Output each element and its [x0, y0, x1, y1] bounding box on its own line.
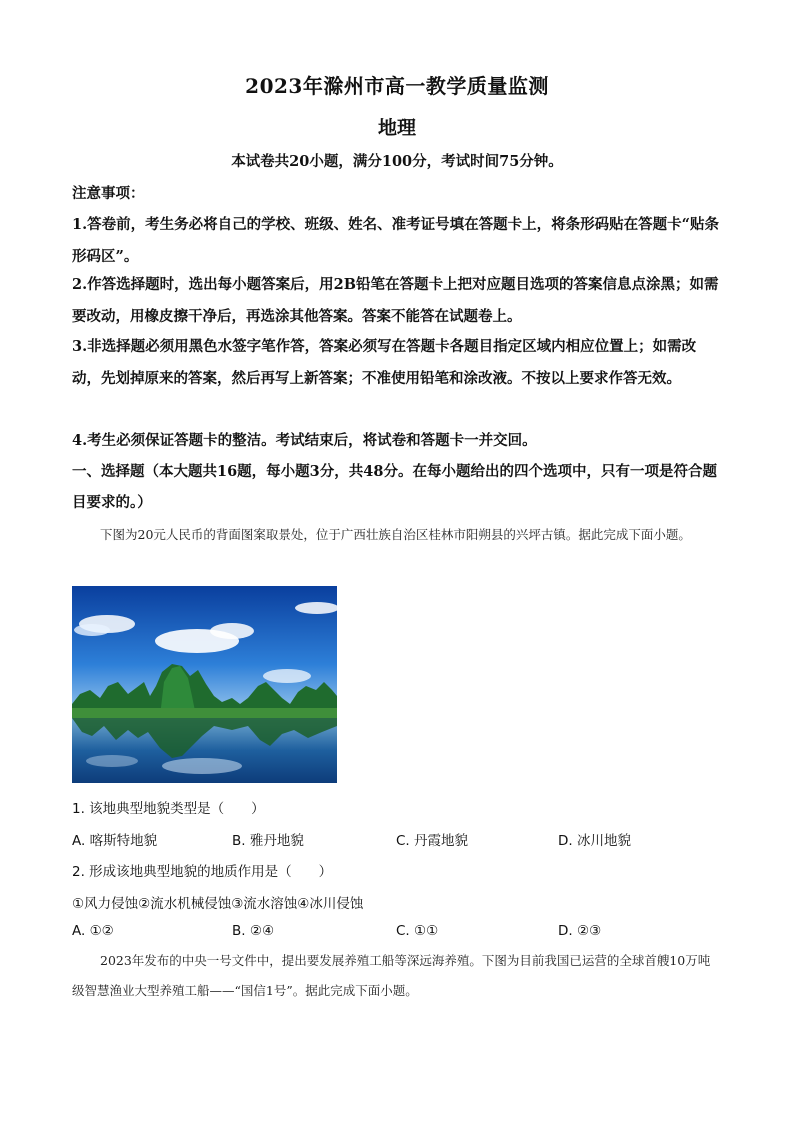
q2-option-b[interactable]: B. ②④: [232, 923, 275, 939]
q1-option-d[interactable]: D. 冰川地貌: [558, 833, 631, 849]
note-item-4: 4.考生必须保证答题卡的整洁。考试结束后，将试卷和答题卡一并交回。: [72, 432, 537, 449]
passage-2: 2023年发布的中央一号文件中，提出要发展养殖工船等深远海养殖。下图为目前我国已运营的全球首艘10万吨级智慧渔业大型养殖工船——“国信1号”。据此完成下面小题。: [72, 953, 711, 998]
q1-option-a[interactable]: A. 喀斯特地貌: [72, 833, 158, 849]
section-heading: 一、选择题（本大题共16题，每小题3分，共48分。在每小题给出的四个选项中，只有一项是符合题目要求的。）: [72, 463, 717, 511]
q1-option-b[interactable]: B. 雅丹地貌: [232, 833, 304, 849]
note-item-1: 1.答卷前，考生务必将自己的学校、班级、姓名、准考证号填在答题卡上，将条形码贴在答题卡“贴条形码区”。: [72, 216, 719, 265]
question-2-stem: 2. 形成该地典型地貌的地质作用是（ ）: [72, 864, 333, 880]
subject-title: 地理: [377, 117, 416, 139]
q2-option-d[interactable]: D. ②③: [558, 923, 602, 939]
notes-heading: 注意事项：: [72, 185, 145, 202]
q2-option-a[interactable]: A. ①②: [72, 923, 114, 939]
landscape-photo: [72, 586, 337, 783]
note-item-2: 2.作答选择题时，选出每小题答案后，用2B铅笔在答题卡上把对应题目选项的答案信息点涂黑；如需要改动，用橡皮擦干净后，再选涂其他答案。答案不能答在试题卷上。: [72, 276, 719, 325]
passage-1: 下图为20元人民币的背面图案取景处，位于广西壮族自治区桂林市阳朔县的兴坪古镇。据此完成下面小题。: [100, 527, 691, 542]
exam-title: 2023年滁州市高一教学质量监测: [245, 74, 549, 98]
q1-option-c[interactable]: C. 丹霞地貌: [396, 833, 469, 849]
exam-info: 本试卷共20小题，满分100分，考试时间75分钟。: [231, 153, 563, 170]
note-item-3: 3.非选择题必须用黑色水签字笔作答，答案必须写在答题卡各题目指定区域内相应位置上；如需改动，先划掉原来的答案，然后再写上新答案；不准使用铅笔和涂改液。不按以上要求作答无效。: [72, 338, 697, 387]
question-2-choices: ①风力侵蚀②流水机械侵蚀③流水溶蚀④冰川侵蚀: [72, 896, 364, 912]
question-1-stem: 1. 该地典型地貌类型是（ ）: [72, 801, 265, 817]
q2-option-c[interactable]: C. ①①: [396, 923, 439, 939]
